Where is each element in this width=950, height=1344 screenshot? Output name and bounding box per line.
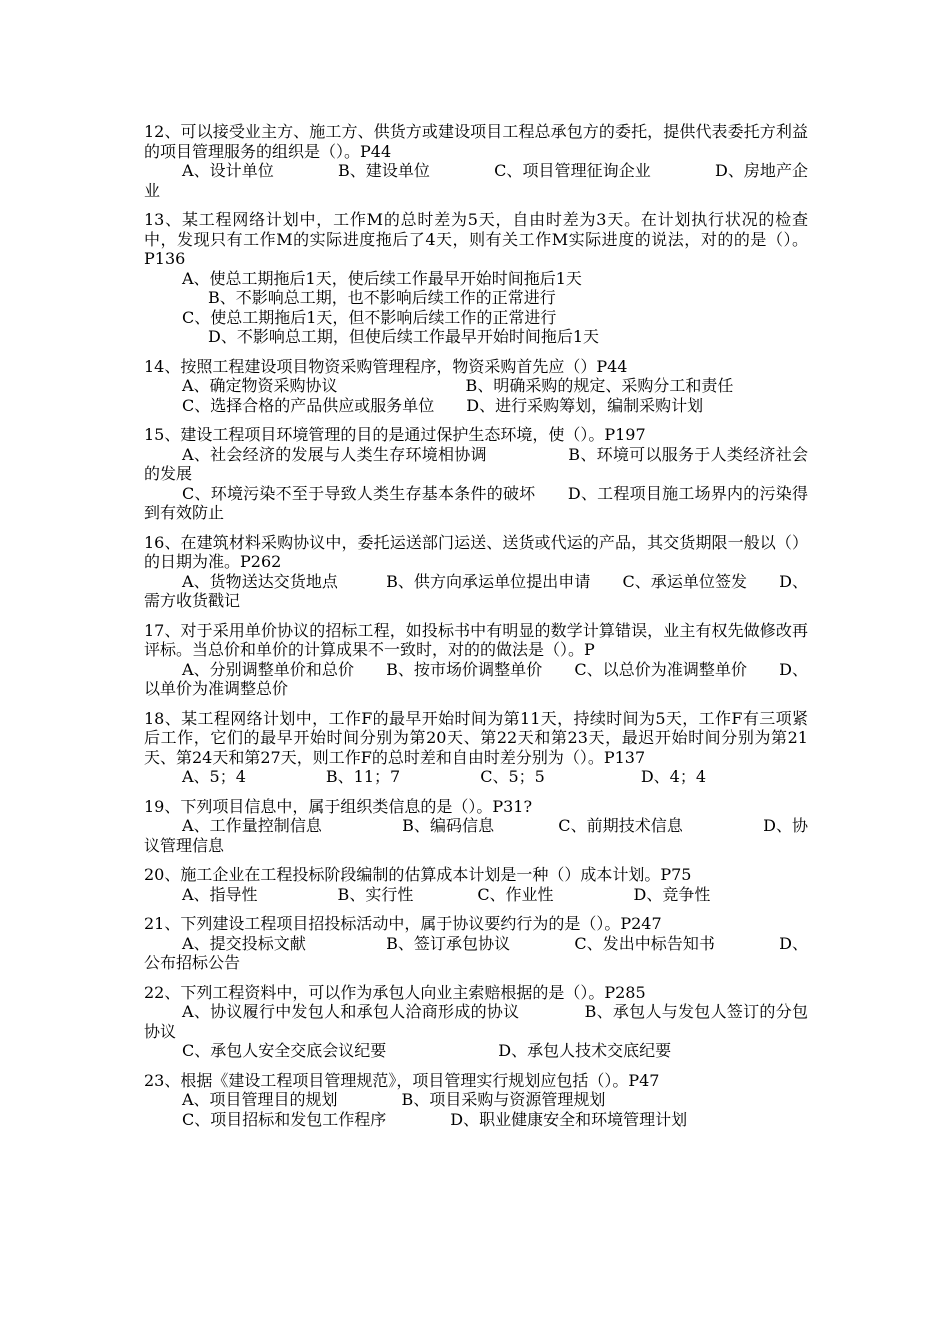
- answer-options-line: A、使总工期拖后1天，使后续工作最早开始时间拖后1天: [182, 268, 582, 288]
- answer-options-line: C、选择合格的产品供应或服务单位 D、进行采购筹划，编制采购计划: [182, 395, 704, 415]
- question-stem: 18、某工程网络计划中，工作F的最早开始时间为第11天，持续时间为5天，工作F有三项紧后工作，它们的最早开始时间分别为第20天、第22天和第23天，最迟开始时间分别为第21天、第24天和第27天，则工作F的总时差和自由时差分别为（）。P137: [144, 708, 808, 767]
- question-stem: 22、下列工程资料中，可以作为承包人向业主索赔根据的是（）。P285: [144, 982, 646, 1002]
- answer-options-line: A、货物送达交货地点 B、供方向承运单位提出申请 C、承运单位签发 D、需方收货戳记: [144, 571, 808, 610]
- question-block: [144, 357, 808, 416]
- question-block: [144, 425, 808, 523]
- question-block: [144, 210, 808, 347]
- answer-options-line: C、项目招标和发包工作程序 D、职业健康安全和环境管理计划: [182, 1109, 688, 1129]
- question-stem: 20、施工企业在工程投标阶段编制的估算成本计划是一种（）成本计划。P75: [144, 865, 692, 884]
- question-block: [144, 865, 808, 904]
- question-block: [144, 1071, 808, 1130]
- answer-options-line: A、工作量控制信息 B、编码信息 C、前期技术信息 D、协议管理信息: [144, 816, 808, 855]
- answer-options-line: A、5；4 B、11；7 C、5；5 D、4；4: [182, 767, 707, 786]
- document-page: [144, 122, 808, 1139]
- answer-options-line: A、社会经济的发展与人类生存环境相协调 B、环境可以服务于人类经济社会的发展: [144, 444, 808, 483]
- question-stem: 16、在建筑材料采购协议中，委托运送部门运送、送货或代运的产品，其交货期限一般以（）的日期为准。P262: [144, 532, 808, 571]
- answer-options-line: A、设计单位 B、建设单位 C、项目管理征询企业 D、房地产企业: [144, 161, 808, 200]
- question-stem: 21、下列建设工程项目招投标活动中，属于协议要约行为的是（）。P247: [144, 914, 662, 933]
- question-stem: 14、按照工程建设项目物资采购管理程序，物资采购首先应（）P44: [144, 356, 628, 376]
- answer-options-line: C、承包人安全交底会议纪要 D、承包人技术交底纪要: [182, 1041, 672, 1060]
- question-block: [144, 621, 808, 699]
- question-stem: 19、下列项目信息中，属于组织类信息的是（）。P31?: [144, 796, 533, 816]
- question-block: [144, 122, 808, 200]
- question-block: [144, 797, 808, 856]
- answer-options-line: A、提交投标文献 B、签订承包协议 C、发出中标告知书 D、公布招标公告: [144, 933, 808, 972]
- question-stem: 23、根据《建设工程项目管理规范》，项目管理实行规划应包括（）。P47: [144, 1070, 660, 1090]
- question-stem: 12、可以接受业主方、施工方、供货方或建设项目工程总承包方的委托，提供代表委托方利益的项目管理服务的组织是（）。P44: [144, 122, 808, 161]
- answer-options-line: C、环境污染不至于导致人类生存基本条件的破坏 D、工程项目施工场界内的污染得到有效防止: [144, 483, 808, 522]
- answer-options-line: D、不影响总工期，但使后续工作最早开始时间拖后1天: [208, 327, 600, 346]
- answer-options-line: A、指导性 B、实行性 C、作业性 D、竞争性: [182, 884, 711, 904]
- question-stem: 13、某工程网络计划中，工作M的总时差为5天，自由时差为3天。在计划执行状况的检查中，发现只有工作M的实际进度拖后了4天，则有关工作M实际进度的说法，对的的是（）。P136: [144, 210, 808, 268]
- question-stem: 17、对于采用单价协议的招标工程，如投标书中有明显的数学计算错误，业主有权先做修改再评标。当总价和单价的计算成果不一致时，对的的做法是（）。P: [144, 620, 808, 659]
- question-stem: 15、建设工程项目环境管理的目的是通过保护生态环境，使（）。P197: [144, 425, 646, 444]
- answer-options-line: A、项目管理目的规划 B、项目采购与资源管理规划: [182, 1090, 606, 1109]
- answer-options-line: B、不影响总工期，也不影响后续工作的正常进行: [208, 288, 556, 307]
- answer-options-line: A、确定物资采购协议 B、明确采购的规定、采购分工和责任: [182, 376, 734, 395]
- answer-options-line: C、使总工期拖后1天，但不影响后续工作的正常进行: [182, 307, 557, 327]
- question-block: [144, 914, 808, 973]
- question-block: [144, 983, 808, 1061]
- question-block: [144, 533, 808, 611]
- answer-options-line: A、分别调整单价和总价 B、按市场价调整单价 C、以总价为准调整单价 D、以单价为准调整总价: [144, 659, 808, 698]
- question-block: [144, 709, 808, 787]
- answer-options-line: A、协议履行中发包人和承包人洽商形成的协议 B、承包人与发包人签订的分包协议: [144, 1002, 808, 1041]
